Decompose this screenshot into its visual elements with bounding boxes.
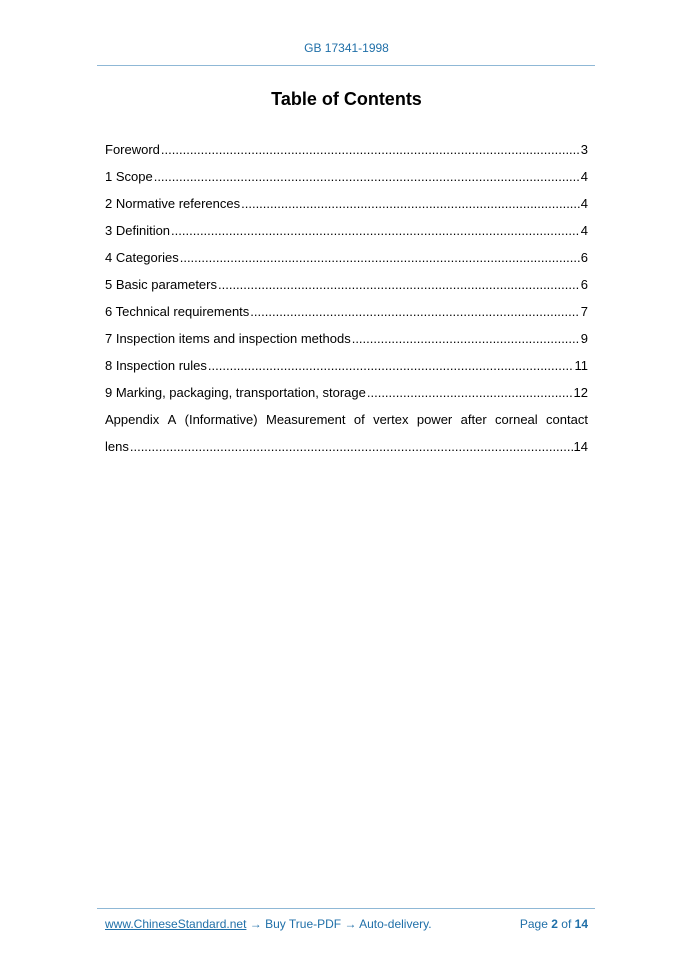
footer-divider (97, 908, 595, 909)
page-indicator (520, 917, 588, 931)
toc-entry-foreword[interactable] (105, 140, 588, 167)
toc-entry-page: 4 (580, 196, 588, 211)
toc-entry-label: Foreword (105, 142, 160, 157)
toc-entry-label: 4 Categories (105, 250, 179, 265)
footer-promo (105, 917, 432, 931)
toc-entry-label: 7 Inspection items and inspection methods (105, 331, 351, 346)
page-current: 2 (551, 917, 558, 931)
page-title: Table of Contents (271, 89, 422, 109)
page-footer (105, 917, 588, 931)
toc-entry-page: 11 (574, 358, 588, 373)
toc-entry-definition[interactable] (105, 221, 588, 248)
appendix-word: corneal (495, 412, 538, 427)
dot-leader (180, 248, 580, 268)
table-of-contents (105, 140, 588, 464)
toc-entry-page: 4 (580, 223, 588, 238)
toc-entry-categories[interactable] (105, 248, 588, 275)
dot-leader (241, 194, 580, 214)
toc-entry-inspection-items[interactable] (105, 329, 588, 356)
toc-entry-appendix-a-line1[interactable] (105, 410, 588, 437)
footer-promo-text: → Buy True-PDF → Auto-delivery. (246, 917, 432, 931)
toc-entry-label: lens (105, 439, 129, 454)
toc-entry-page: 14 (573, 439, 588, 454)
toc-entry-page: 6 (580, 277, 588, 292)
appendix-word: after (460, 412, 487, 427)
dot-leader (352, 329, 580, 349)
appendix-word: of (353, 412, 365, 427)
toc-entry-page: 4 (580, 169, 588, 184)
toc-entry-page: 9 (580, 331, 588, 346)
dot-leader (130, 437, 573, 457)
toc-entry-inspection-rules[interactable] (105, 356, 588, 383)
toc-entry-appendix-a-line2[interactable] (105, 437, 588, 464)
appendix-word: (Informative) (184, 412, 258, 427)
dot-leader (218, 275, 580, 295)
appendix-word: A (167, 412, 177, 427)
toc-entry-label: 1 Scope (105, 169, 153, 184)
dot-leader (367, 383, 573, 403)
toc-entry-page: 6 (580, 250, 588, 265)
toc-entry-page: 7 (580, 304, 588, 319)
toc-entry-marking-packaging[interactable] (105, 383, 588, 410)
appendix-word: vertex (373, 412, 409, 427)
appendix-word: Appendix (105, 412, 160, 427)
toc-entry-label: 6 Technical requirements (105, 304, 250, 319)
toc-entry-page: 3 (580, 142, 588, 157)
page-of: of (561, 917, 572, 931)
toc-entry-label: 9 Marking, packaging, transportation, storage (105, 385, 366, 400)
dot-leader (208, 356, 574, 376)
dot-leader (161, 140, 580, 160)
toc-entry-scope[interactable] (105, 167, 588, 194)
website-link[interactable]: www.ChineseStandard.net (105, 917, 247, 931)
dot-leader (171, 221, 580, 241)
toc-entry-basic-parameters[interactable] (105, 275, 588, 302)
dot-leader (154, 167, 580, 187)
document-code-header: GB 17341-1998 (304, 41, 389, 55)
toc-entry-page: 12 (573, 385, 588, 400)
appendix-word: contact (546, 412, 588, 427)
toc-entry-label: 5 Basic parameters (105, 277, 217, 292)
toc-entry-normative-references[interactable] (105, 194, 588, 221)
toc-entry-label: 2 Normative references (105, 196, 241, 211)
header-divider (97, 65, 595, 66)
page-prefix: Page (519, 917, 548, 931)
dot-leader (250, 302, 579, 322)
page-total: 14 (574, 917, 588, 931)
toc-entry-label: 8 Inspection rules (105, 358, 207, 373)
toc-entry-technical-requirements[interactable] (105, 302, 588, 329)
toc-entry-label: 3 Definition (105, 223, 171, 238)
appendix-word: power (416, 412, 453, 427)
appendix-word: Measurement (265, 412, 346, 427)
